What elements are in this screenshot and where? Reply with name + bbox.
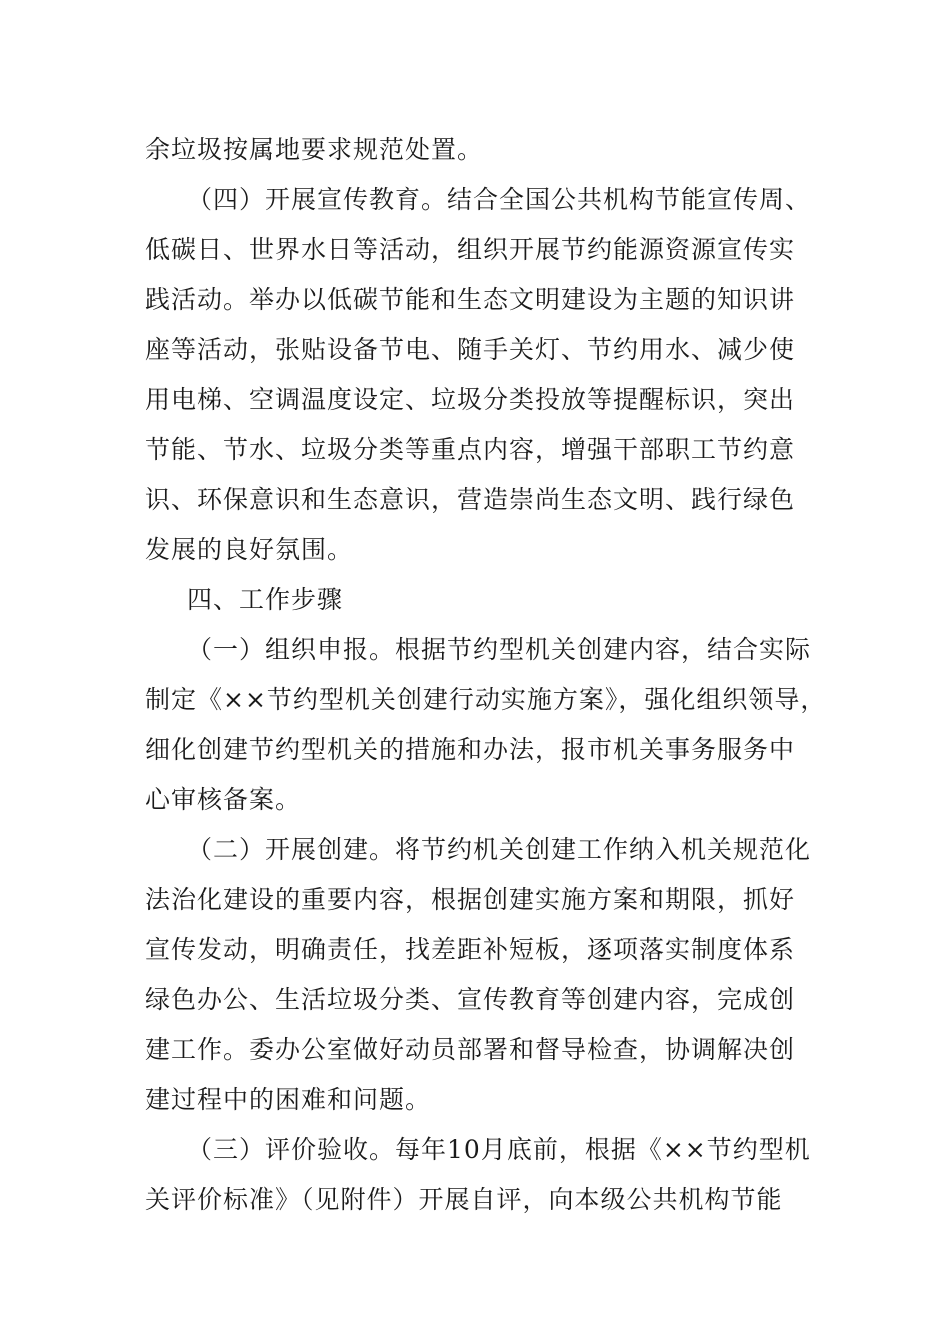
- text-line: 践活动。举办以低碳节能和生态文明建设为主题的知识讲: [145, 285, 796, 314]
- text-line: 建过程中的困难和问题。: [145, 1085, 432, 1114]
- text-line: （一）组织申报。根据节约型机关创建内容，结合实际: [187, 635, 812, 664]
- text-line: 识、环保意识和生态意识，营造崇尚生态文明、践行绿色: [145, 485, 796, 514]
- text-line: 细化创建节约型机关的措施和办法，报市机关事务服务中: [145, 735, 796, 764]
- text-line: 法治化建设的重要内容，根据创建实施方案和期限，抓好: [145, 885, 796, 914]
- text-line: 宣传发动，明确责任，找差距补短板，逐项落实制度体系: [145, 935, 796, 964]
- text-line: 心审核备案。: [145, 785, 302, 814]
- text-line: （四）开展宣传教育。结合全国公共机构节能宣传周、: [187, 185, 812, 214]
- section-heading: 四、工作步骤: [187, 585, 344, 614]
- text-line: （三）评价验收。每年10月底前，根据《××节约型机: [187, 1135, 811, 1164]
- text-line: （二）开展创建。将节约机关创建工作纳入机关规范化: [187, 835, 812, 864]
- text-line: 余垃圾按属地要求规范处置。: [145, 135, 484, 164]
- text-line: 低碳日、世界水日等活动，组织开展节约能源资源宣传实: [145, 235, 796, 264]
- text-line: 节能、节水、垃圾分类等重点内容，增强干部职工节约意: [145, 435, 796, 464]
- text-line: 制定《××节约型机关创建行动实施方案》，强化组织领导，: [145, 685, 827, 714]
- text-line: 绿色办公、生活垃圾分类、宣传教育等创建内容，完成创: [145, 985, 796, 1014]
- text-line: 发展的良好氛围。: [145, 535, 354, 564]
- text-line: 关评价标准》（见附件）开展自评，向本级公共机构节能: [145, 1185, 783, 1214]
- text-line: 座等活动，张贴设备节电、随手关灯、节约用水、减少使: [145, 335, 796, 364]
- text-line: 用电梯、空调温度设定、垃圾分类投放等提醒标识，突出: [145, 385, 796, 414]
- text-line: 建工作。委办公室做好动员部署和督导检查，协调解决创: [145, 1035, 796, 1064]
